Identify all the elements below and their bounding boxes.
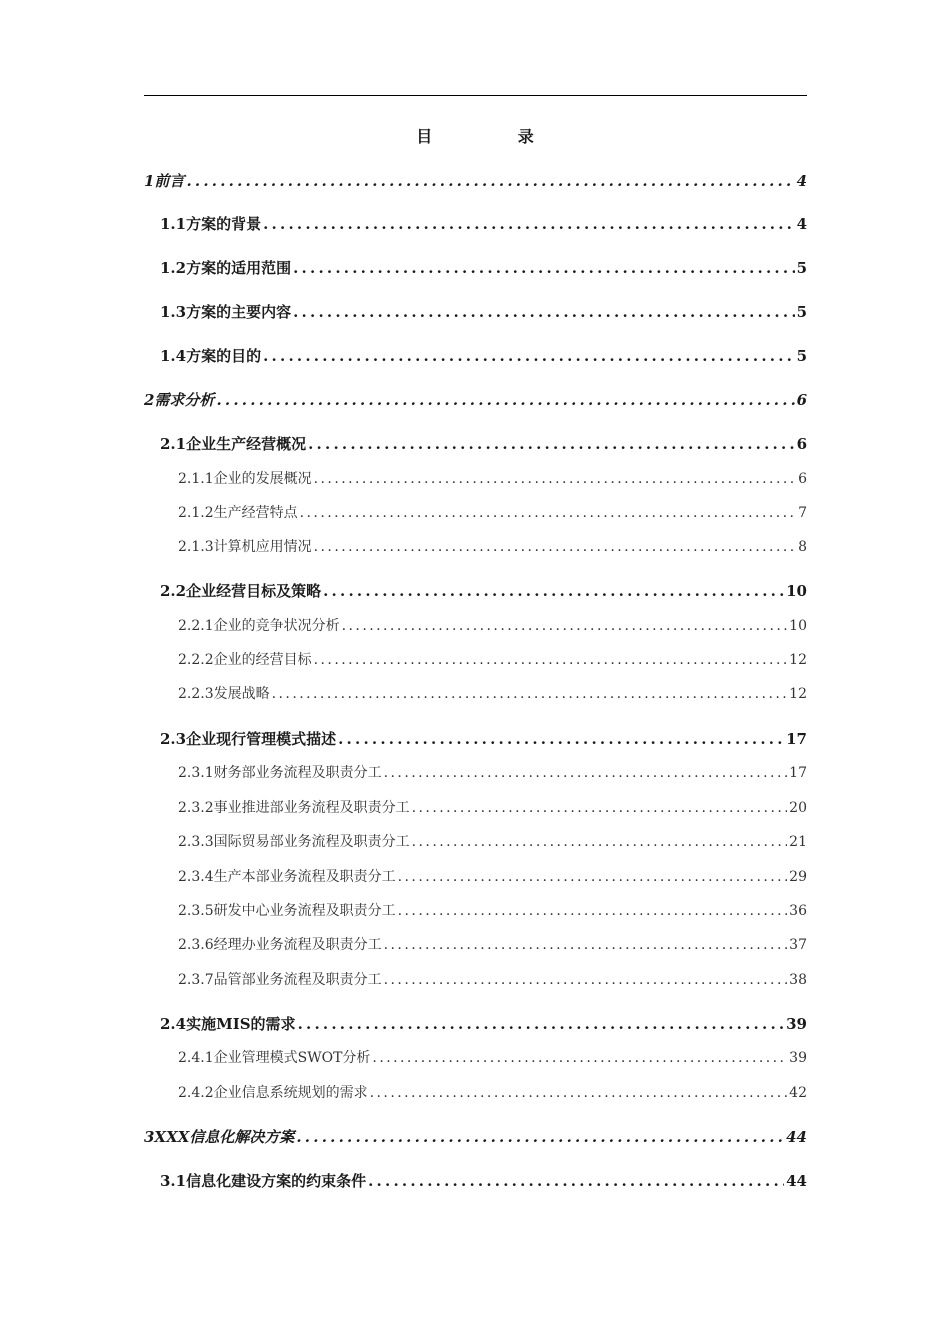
toc-entry-level3[interactable] [178, 649, 807, 673]
toc-entry-page-number: 4 [796, 172, 807, 190]
dot-leader [384, 937, 788, 953]
toc-entry-level2[interactable] [160, 728, 807, 752]
dot-leader [293, 303, 794, 321]
toc-entry-level2[interactable] [160, 257, 807, 281]
toc-entry-label: 2.3.4生产本部业务流程及职责分工 [178, 869, 396, 885]
dot-leader [186, 172, 794, 190]
toc-entry-label: 2.3.2事业推进部业务流程及职责分工 [178, 800, 410, 816]
toc-entry-page-number: 36 [789, 903, 807, 919]
toc-entry-label: 2.1.2生产经营特点 [178, 505, 298, 521]
toc-entry-level2[interactable] [160, 433, 807, 457]
toc-entry-level3[interactable] [178, 615, 807, 639]
toc-entry-label: 3.1信息化建设方案的约束条件 [160, 1172, 367, 1190]
toc-entry-page-number: 5 [796, 303, 807, 321]
toc-entry-page-number: 21 [789, 834, 807, 850]
toc-entry-label: 1前言 [144, 172, 185, 190]
toc-entry-page-number: 6 [798, 471, 807, 487]
toc-entry-level2[interactable] [160, 213, 807, 237]
toc-entry-page-number: 10 [786, 582, 807, 600]
toc-entry-label: 2.3.7品管部业务流程及职责分工 [178, 972, 382, 988]
toc-entry-label: 2.1.1企业的发展概况 [178, 471, 312, 487]
toc-entry-label: 2.2.1企业的竞争状况分析 [178, 618, 340, 634]
toc-entry-page-number: 5 [796, 259, 807, 277]
toc-entry-level3[interactable] [178, 502, 807, 526]
toc-entry-label: 2.3企业现行管理模式描述 [160, 730, 337, 748]
toc-entry-label: 2.1企业生产经营概况 [160, 435, 307, 453]
toc-entry-label: 2.3.5研发中心业务流程及职责分工 [178, 903, 396, 919]
dot-leader [384, 972, 788, 988]
dot-leader [314, 539, 796, 555]
dot-leader [412, 800, 788, 816]
dot-leader [314, 471, 796, 487]
dot-leader [370, 1085, 788, 1101]
toc-entry-level2[interactable] [160, 1013, 807, 1037]
toc-entry-label: 1.1方案的背景 [160, 215, 262, 233]
toc-entry-page-number: 12 [789, 652, 807, 668]
toc-entry-level1[interactable] [144, 1126, 807, 1150]
dot-leader [300, 505, 796, 521]
dot-leader [398, 903, 788, 919]
toc-entry-label: 2.4.2企业信息系统规划的需求 [178, 1085, 368, 1101]
toc-entry-level3[interactable] [178, 900, 807, 924]
toc-entry-page-number: 12 [789, 686, 807, 702]
toc-entry-level3[interactable] [178, 866, 807, 890]
toc-entry-level3[interactable] [178, 831, 807, 855]
toc-entry-level1[interactable] [144, 389, 807, 413]
toc-entry-level3[interactable] [178, 797, 807, 821]
toc-entry-level1[interactable] [144, 170, 807, 194]
toc-entry-page-number: 38 [789, 972, 807, 988]
toc-entry-page-number: 20 [789, 800, 807, 816]
dot-leader [342, 618, 788, 634]
toc-entry-page-number: 29 [789, 869, 807, 885]
dot-leader [216, 391, 794, 409]
dot-leader [263, 215, 794, 233]
toc-entry-label: 1.2方案的适用范围 [160, 259, 292, 277]
toc-entry-label: 2.3.6经理办业务流程及职责分工 [178, 937, 382, 953]
dot-leader [308, 435, 794, 453]
toc-entry-label: 2需求分析 [144, 391, 215, 409]
toc-entry-level3[interactable] [178, 1047, 807, 1071]
dot-leader [298, 1015, 785, 1033]
dot-leader [372, 1050, 787, 1066]
toc-entry-page-number: 44 [786, 1128, 807, 1146]
dot-leader [314, 652, 788, 668]
toc-entry-page-number: 6 [796, 391, 807, 409]
toc-entry-page-number: 39 [789, 1050, 807, 1066]
dot-leader [412, 834, 788, 850]
dot-leader [263, 347, 794, 365]
toc-entry-label: 2.1.3计算机应用情况 [178, 539, 312, 555]
toc-entry-level3[interactable] [178, 934, 807, 958]
toc-entry-label: 1.3方案的主要内容 [160, 303, 292, 321]
toc-entry-page-number: 17 [786, 730, 807, 748]
toc-entry-label: 2.3.3国际贸易部业务流程及职责分工 [178, 834, 410, 850]
toc-entry-page-number: 5 [796, 347, 807, 365]
toc-entry-page-number: 8 [798, 539, 807, 555]
toc-entry-label: 3XXX信息化解决方案 [144, 1128, 295, 1146]
toc-entry-label: 2.3.1财务部业务流程及职责分工 [178, 765, 382, 781]
toc-entry-level3[interactable] [178, 683, 807, 707]
toc-entry-label: 2.4实施MIS的需求 [160, 1015, 296, 1033]
dot-leader [293, 259, 794, 277]
dot-leader [338, 730, 784, 748]
toc-entry-label: 2.4.1企业管理模式SWOT分析 [178, 1050, 371, 1066]
toc-entry-page-number: 4 [796, 215, 807, 233]
toc-entry-page-number: 6 [796, 435, 807, 453]
toc-entry-label: 1.4方案的目的 [160, 347, 262, 365]
toc-entry-page-number: 44 [786, 1172, 807, 1190]
dot-leader [272, 686, 788, 702]
toc-entry-level2[interactable] [160, 580, 807, 604]
toc-entry-level3[interactable] [178, 1082, 807, 1106]
dot-leader [296, 1128, 784, 1146]
toc-entry-page-number: 17 [789, 765, 807, 781]
toc-entry-level3[interactable] [178, 536, 807, 560]
dot-leader [398, 869, 788, 885]
toc-entry-level2[interactable] [160, 301, 807, 325]
toc-entry-level3[interactable] [178, 762, 807, 786]
header-rule [144, 95, 807, 96]
toc-entry-page-number: 37 [789, 937, 807, 953]
toc-entry-page-number: 42 [789, 1085, 807, 1101]
toc-entry-level3[interactable] [178, 468, 807, 492]
dot-leader [384, 765, 788, 781]
toc-entry-label: 2.2企业经营目标及策略 [160, 582, 322, 600]
toc-title: 目 录 [416, 127, 574, 146]
toc-entry-level2[interactable] [160, 1170, 807, 1194]
toc-entry-page-number: 7 [798, 505, 807, 521]
toc-entry-label: 2.2.3发展战略 [178, 686, 270, 702]
dot-leader [368, 1172, 784, 1190]
toc-entry-label: 2.2.2企业的经营目标 [178, 652, 312, 668]
toc-entry-level2[interactable] [160, 345, 807, 369]
toc-entry-page-number: 10 [789, 618, 807, 634]
dot-leader [323, 582, 784, 600]
toc-entry-page-number: 39 [786, 1015, 807, 1033]
toc-entry-level3[interactable] [178, 969, 807, 993]
